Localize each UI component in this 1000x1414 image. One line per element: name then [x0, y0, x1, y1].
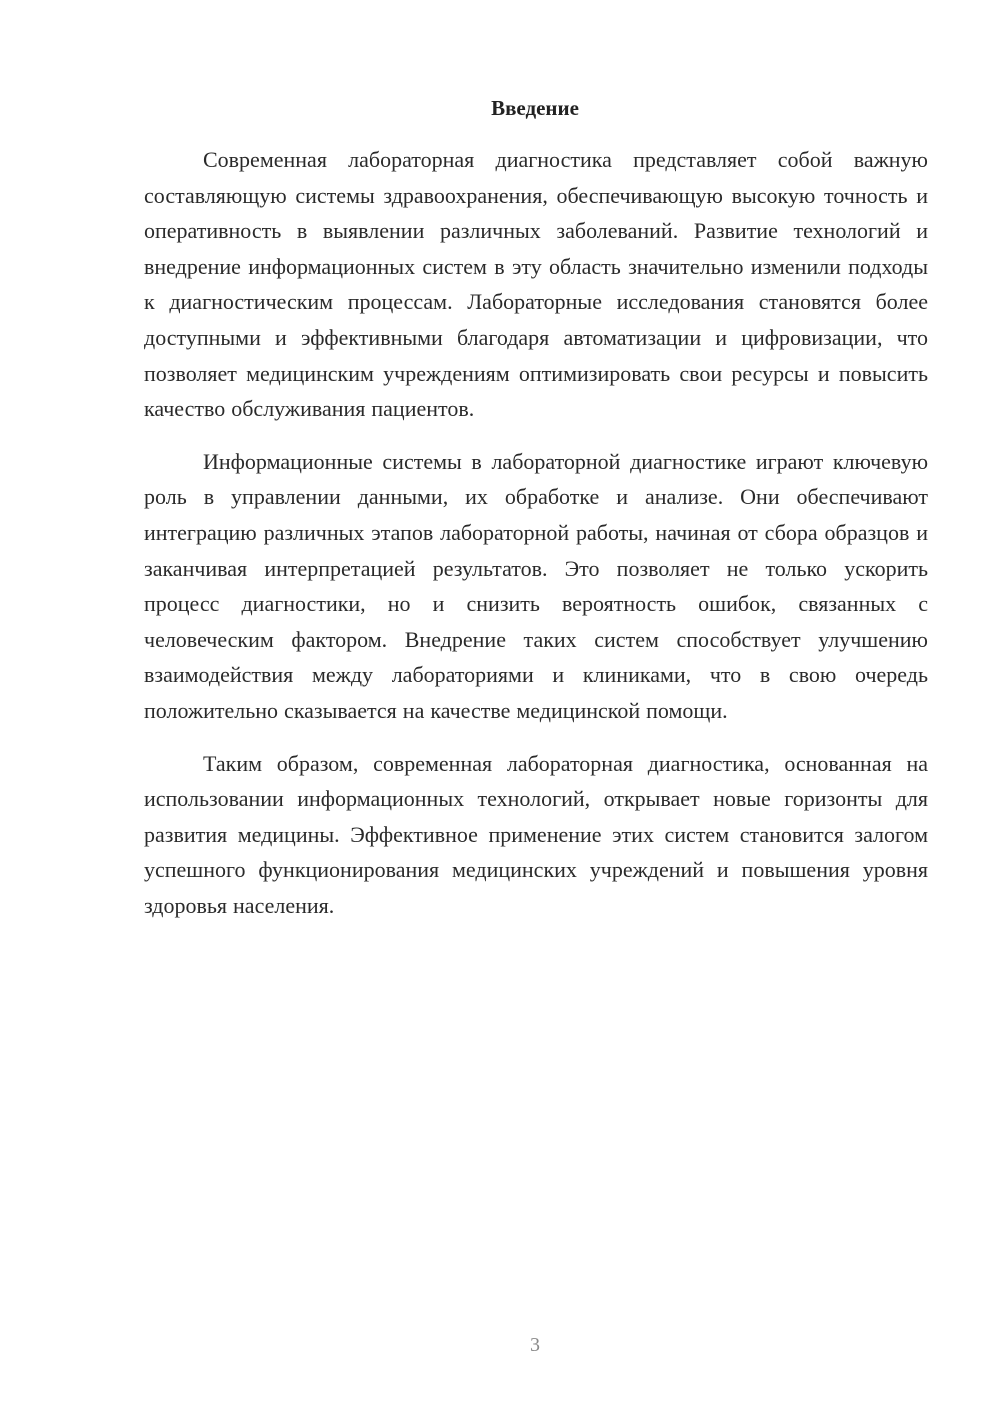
section-heading: Введение [491, 96, 579, 120]
paragraph: Информационные системы в лабораторной диагностике играют ключевую роль в управлении данными, их обработке и анализе. Они обеспечивают интеграцию различных этапов лабораторной работы, начиная от сбора образцов и заканчивая интерпретацией результатов. Это позволяет не только ускорить процесс диагностики, но и снизить вероятность ошибок, связанных с человеческим фактором. Внедрение таких систем способствует улучшению взаимодействия между лабораториями и клиниками, что в свою очередь положительно сказывается на качестве медицинской помощи. [144, 448, 928, 723]
body-text [144, 142, 928, 923]
paragraph: Современная лабораторная диагностика представляет собой важную составляющую системы здравоохранения, обеспечивающую высокую точность и оперативность в выявлении различных заболеваний. Развитие технологий и внедрение информационных систем в эту область значительно изменили подходы к диагностическим процессам. Лабораторные исследования становятся более доступными и эффективными благодаря автоматизации и цифровизации, что позволяет медицинским учреждениям оптимизировать свои ресурсы и повысить качество обслуживания пациентов. [144, 147, 928, 422]
paragraph: Таким образом, современная лабораторная диагностика, основанная на использовании информационных технологий, открывает новые горизонты для развития медицины. Эффективное применение этих систем становится залогом успешного функционирования медицинских учреждений и повышения уровня здоровья населения. [144, 750, 928, 918]
page-number: 3 [530, 1334, 540, 1356]
